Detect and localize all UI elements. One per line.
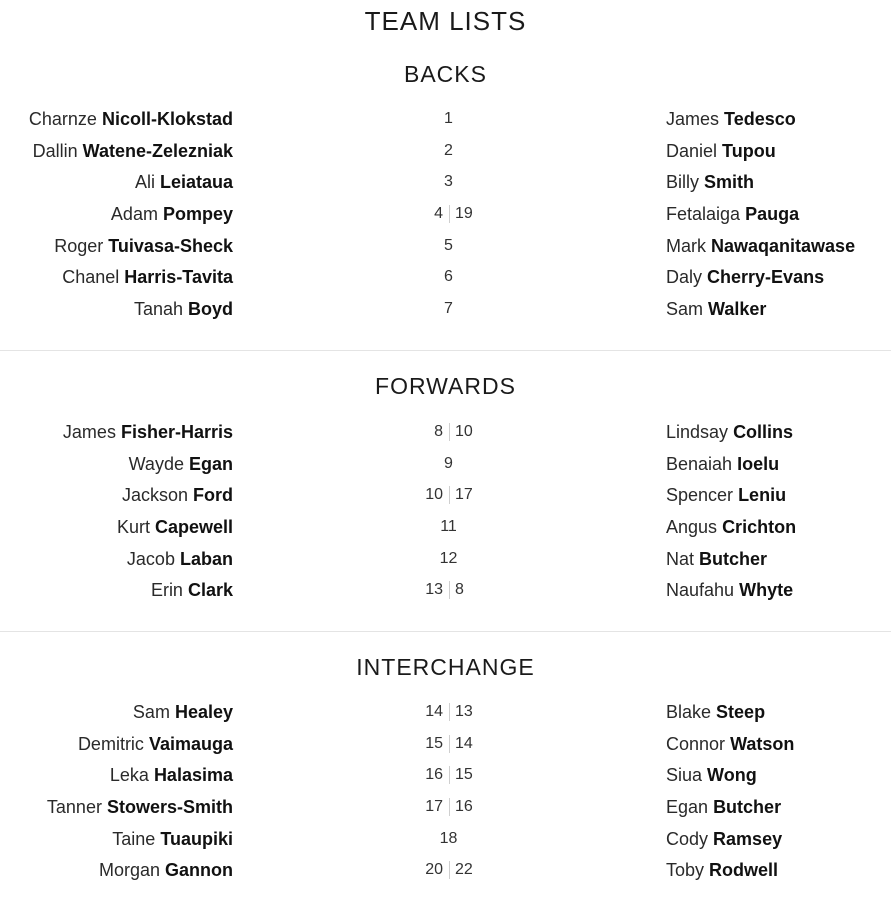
home-player-first-name: Kurt [116, 517, 150, 538]
away-player [666, 858, 778, 882]
away-player-first-name: Daly [666, 267, 703, 288]
home-player-last-name: Halasima [153, 765, 233, 786]
player-row [0, 547, 891, 579]
home-player-first-name: Chanel [62, 267, 120, 288]
away-player-last-name: Ramsey [713, 828, 783, 849]
home-player-first-name: Tanner [46, 797, 102, 818]
home-jersey-number: 13 [425, 581, 443, 599]
home-player-last-name: Clark [187, 580, 233, 601]
home-player-last-name: Boyd [188, 299, 233, 320]
away-player-last-name: Tedesco [724, 109, 796, 129]
away-player-last-name: Tupou [722, 140, 776, 161]
home-player-first-name: Jackson [121, 485, 188, 506]
away-player-last-name: Rodwell [709, 860, 779, 881]
home-jersey-number: 4 [434, 205, 443, 223]
player-list [0, 420, 891, 610]
away-player-last-name: Pauga [745, 204, 800, 225]
home-player-last-name: Ford [193, 485, 233, 506]
away-player-last-name: Crichton [722, 517, 797, 538]
away-player [666, 420, 793, 444]
player-row [0, 420, 891, 452]
player-row [0, 483, 891, 515]
away-jersey-number: 15 [455, 766, 473, 784]
away-player-first-name: Toby [666, 860, 705, 881]
home-player-first-name: Jacob [126, 548, 175, 569]
home-player-last-name: Healey [174, 702, 233, 722]
away-player [666, 763, 757, 787]
away-player [666, 547, 767, 571]
player-row [0, 795, 891, 827]
home-player-first-name: Erin [150, 580, 183, 601]
home-player-first-name: Morgan [98, 860, 160, 881]
away-player-first-name: Egan [666, 797, 709, 818]
away-player-last-name: Cherry-Evans [707, 267, 825, 288]
home-player-last-name: Leiataua [159, 172, 233, 193]
player-list [0, 107, 891, 329]
away-player-last-name: Smith [704, 172, 755, 193]
away-player-last-name: Watson [730, 733, 795, 754]
away-player-first-name: Cody [666, 828, 709, 849]
number-separator [449, 766, 450, 784]
home-player-first-name: Charnze [28, 109, 97, 129]
section-forwards [0, 371, 891, 610]
home-player-first-name: Ali [134, 172, 155, 193]
section-interchange [0, 652, 891, 890]
player-row [0, 578, 891, 610]
home-jersey-number: 10 [425, 486, 443, 504]
section-divider [0, 350, 891, 351]
jersey-number: 12 [439, 549, 458, 567]
away-player [666, 202, 799, 226]
number-separator [449, 581, 450, 599]
home-player-last-name: Fisher-Harris [120, 422, 233, 442]
jersey-number: 7 [444, 300, 453, 318]
section-divider [0, 631, 891, 632]
home-player-first-name: Taine [112, 828, 156, 849]
away-player-last-name: Whyte [739, 580, 794, 601]
away-player-last-name: Leniu [738, 485, 787, 506]
away-player-last-name: Butcher [713, 797, 782, 818]
home-player-last-name: Pompey [162, 204, 233, 225]
player-row [0, 858, 891, 890]
home-player-last-name: Vaimauga [148, 733, 233, 754]
away-player-first-name: Benaiah [666, 453, 733, 474]
home-player-last-name: Nicoll-Klokstad [101, 109, 233, 129]
section-title: INTERCHANGE [356, 654, 535, 680]
away-player-first-name: Siua [666, 765, 703, 786]
away-player-last-name: Collins [733, 422, 794, 442]
away-player [666, 515, 796, 539]
player-row [0, 732, 891, 764]
home-player-first-name: Adam [110, 204, 158, 225]
number-separator [449, 735, 450, 753]
number-separator [449, 861, 450, 879]
player-row [0, 107, 891, 139]
jersey-number: 18 [439, 829, 458, 847]
home-jersey-number: 14 [425, 703, 443, 720]
jersey-number: 9 [444, 454, 453, 472]
away-player [666, 107, 796, 131]
jersey-number: 6 [444, 268, 453, 286]
away-player [666, 578, 793, 602]
player-row [0, 827, 891, 859]
player-row [0, 297, 891, 329]
home-jersey-number: 15 [425, 734, 443, 752]
away-player [666, 827, 782, 851]
away-player-last-name: Walker [708, 299, 767, 320]
home-player-first-name: Leka [109, 765, 149, 786]
away-player-last-name: Butcher [699, 548, 768, 569]
away-player-first-name: Blake [666, 702, 712, 722]
player-row [0, 700, 891, 732]
jersey-number: 5 [444, 236, 453, 254]
away-jersey-number: 16 [455, 798, 473, 816]
player-row [0, 763, 891, 795]
home-player-last-name: Tuaupiki [160, 828, 233, 849]
away-player [666, 700, 765, 724]
player-row [0, 452, 891, 484]
away-jersey-number: 14 [455, 734, 473, 752]
away-player [666, 170, 754, 194]
away-player-first-name: Nat [666, 548, 695, 569]
away-player-last-name: Ioelu [737, 453, 780, 474]
home-jersey-number: 8 [434, 423, 443, 440]
jersey-number: 2 [444, 141, 453, 159]
away-jersey-number: 8 [455, 581, 464, 599]
away-player [666, 452, 779, 476]
player-list [0, 700, 891, 890]
jersey-number: 1 [444, 110, 453, 127]
home-player-first-name: Tanah [133, 299, 183, 320]
home-player-last-name: Harris-Tavita [124, 267, 233, 288]
away-jersey-number: 19 [455, 205, 473, 223]
away-player-first-name: Mark [666, 235, 706, 256]
home-player-first-name: Roger [54, 235, 104, 256]
section-title: BACKS [404, 61, 487, 87]
away-player-first-name: Billy [666, 172, 700, 193]
number-separator [449, 703, 450, 721]
home-player-first-name: Wayde [128, 453, 184, 474]
home-player-last-name: Tuivasa-Sheck [108, 235, 233, 256]
section-title: FORWARDS [375, 373, 516, 399]
home-player-first-name: James [62, 422, 116, 442]
player-row [0, 265, 891, 297]
away-player-last-name: Wong [707, 765, 757, 786]
away-player [666, 297, 766, 321]
home-jersey-number: 16 [425, 766, 443, 784]
away-player-last-name: Steep [716, 702, 766, 722]
home-player-last-name: Egan [188, 453, 233, 474]
player-row [0, 515, 891, 547]
home-player-first-name: Dallin [32, 140, 78, 161]
away-player [666, 139, 776, 163]
away-player [666, 234, 855, 258]
away-player [666, 795, 781, 819]
away-player-first-name: Daniel [666, 140, 718, 161]
number-separator [449, 423, 450, 441]
home-player-first-name: Sam [132, 702, 170, 722]
away-player-first-name: Naufahu [666, 580, 735, 601]
away-jersey-number: 17 [455, 486, 473, 504]
home-player-last-name: Watene-Zelezniak [82, 140, 233, 161]
jersey-number: 11 [440, 518, 457, 536]
home-player-first-name: Demitric [77, 733, 144, 754]
home-player-last-name: Gannon [165, 860, 233, 881]
away-player-first-name: Angus [666, 517, 718, 538]
away-player [666, 732, 794, 756]
section-backs [0, 59, 891, 329]
home-player-last-name: Laban [179, 548, 233, 569]
away-player [666, 265, 824, 289]
away-player-last-name: Nawaqanitawase [711, 235, 856, 256]
away-player-first-name: Lindsay [666, 422, 729, 442]
home-player-last-name: Capewell [154, 517, 233, 538]
home-jersey-number: 17 [425, 798, 443, 816]
jersey-numbers [0, 763, 891, 787]
number-separator [449, 205, 450, 223]
away-player-first-name: Fetalaiga [666, 204, 741, 225]
home-jersey-number: 20 [425, 861, 443, 879]
away-player-first-name: James [666, 109, 720, 129]
player-row [0, 170, 891, 202]
away-jersey-number: 13 [455, 703, 473, 720]
player-row [0, 202, 891, 234]
away-player-first-name: Spencer [666, 485, 734, 506]
page-title: TEAM LISTS [364, 6, 527, 36]
player-row [0, 234, 891, 266]
home-player-last-name: Stowers-Smith [106, 797, 233, 818]
jersey-numbers [0, 170, 891, 194]
away-player-first-name: Sam [666, 299, 704, 320]
number-separator [449, 486, 450, 504]
number-separator [449, 798, 450, 816]
player-row [0, 139, 891, 171]
away-jersey-number: 10 [455, 423, 473, 440]
away-player [666, 483, 786, 507]
jersey-number: 3 [444, 173, 453, 191]
away-player-first-name: Connor [666, 733, 726, 754]
away-jersey-number: 22 [455, 861, 473, 879]
